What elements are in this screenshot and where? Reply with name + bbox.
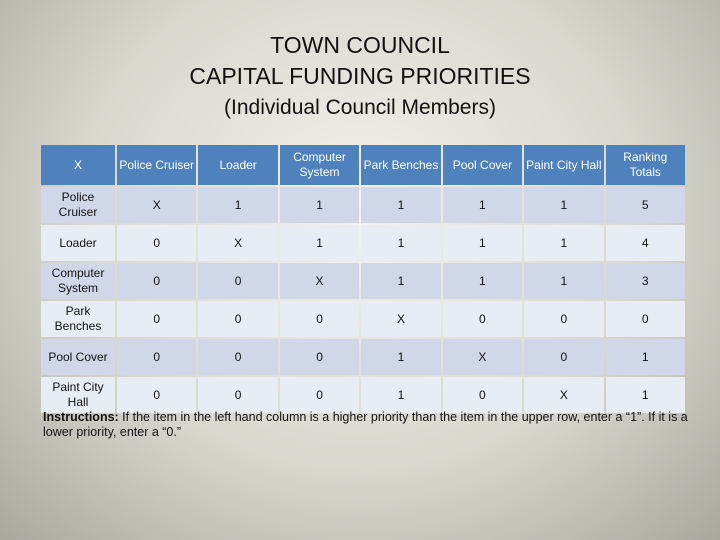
table-cell: 1 [280, 187, 359, 223]
column-header: Paint City Hall [524, 145, 603, 185]
table-cell: 1 [280, 225, 359, 261]
table-cell: X [361, 301, 440, 337]
table-cell: 1 [361, 225, 440, 261]
table-cell: X [524, 377, 603, 413]
table-cell: 1 [198, 187, 277, 223]
table-row [41, 301, 685, 337]
table-cell: X [443, 339, 522, 375]
table-row [41, 263, 685, 299]
table-row [41, 225, 685, 261]
ranking-total-cell: 4 [606, 225, 685, 261]
column-header: Pool Cover [443, 145, 522, 185]
table-cell: 0 [524, 301, 603, 337]
row-label: Park Benches [41, 301, 115, 337]
row-label: Police Cruiser [41, 187, 115, 223]
header-row [41, 145, 685, 185]
page-subtitle: (Individual Council Members) [224, 96, 496, 119]
table-row [41, 339, 685, 375]
table-cell: 1 [443, 225, 522, 261]
instructions-label: Instructions: [43, 410, 119, 424]
ranking-total-cell: 1 [606, 339, 685, 375]
table-cell: 0 [198, 377, 277, 413]
corner-cell: X [41, 145, 115, 185]
table-cell: 0 [443, 301, 522, 337]
table-cell: 0 [117, 377, 196, 413]
table-cell: 0 [117, 339, 196, 375]
table-row [41, 187, 685, 223]
ranking-total-cell: 5 [606, 187, 685, 223]
title-line-1: TOWN COUNCIL [270, 32, 450, 58]
table-cell: 1 [361, 187, 440, 223]
row-label: Pool Cover [41, 339, 115, 375]
row-label: Loader [41, 225, 115, 261]
table-cell: 1 [524, 187, 603, 223]
ranking-total-cell: 0 [606, 301, 685, 337]
table-cell: 0 [198, 339, 277, 375]
column-header: Ranking Totals [606, 145, 685, 185]
table-cell: 1 [443, 263, 522, 299]
table-row [41, 377, 685, 413]
table-cell: 0 [280, 377, 359, 413]
column-header: Park Benches [361, 145, 440, 185]
table-cell: 1 [524, 263, 603, 299]
table-cell: 0 [280, 301, 359, 337]
table-cell: 0 [443, 377, 522, 413]
table-cell: 1 [524, 225, 603, 261]
column-header: Loader [198, 145, 277, 185]
table-cell: X [117, 187, 196, 223]
ranking-total-cell: 1 [606, 377, 685, 413]
instructions-text [43, 410, 693, 440]
row-label: Computer System [41, 263, 115, 299]
title-line-2: CAPITAL FUNDING PRIORITIES [189, 63, 531, 89]
table-cell: 1 [443, 187, 522, 223]
instructions-body: If the item in the left hand column is a higher priority than the item in the upper row, enter a “1”. If it is a lower priority, enter a “0.” [43, 410, 688, 439]
column-header: Police Cruiser [117, 145, 196, 185]
table-cell: 1 [361, 377, 440, 413]
table-cell: 0 [198, 263, 277, 299]
table-cell: 0 [524, 339, 603, 375]
table-cell: 1 [361, 263, 440, 299]
ranking-total-cell: 3 [606, 263, 685, 299]
priority-matrix-table [39, 143, 687, 415]
table-cell: 0 [117, 301, 196, 337]
table-cell: X [280, 263, 359, 299]
table-cell: 0 [198, 301, 277, 337]
table-cell: 0 [117, 263, 196, 299]
row-label: Paint City Hall [41, 377, 115, 413]
table-cell: 0 [280, 339, 359, 375]
page-title [0, 30, 720, 92]
table-cell: 1 [361, 339, 440, 375]
table-cell: X [198, 225, 277, 261]
column-header: Computer System [280, 145, 359, 185]
table-cell: 0 [117, 225, 196, 261]
